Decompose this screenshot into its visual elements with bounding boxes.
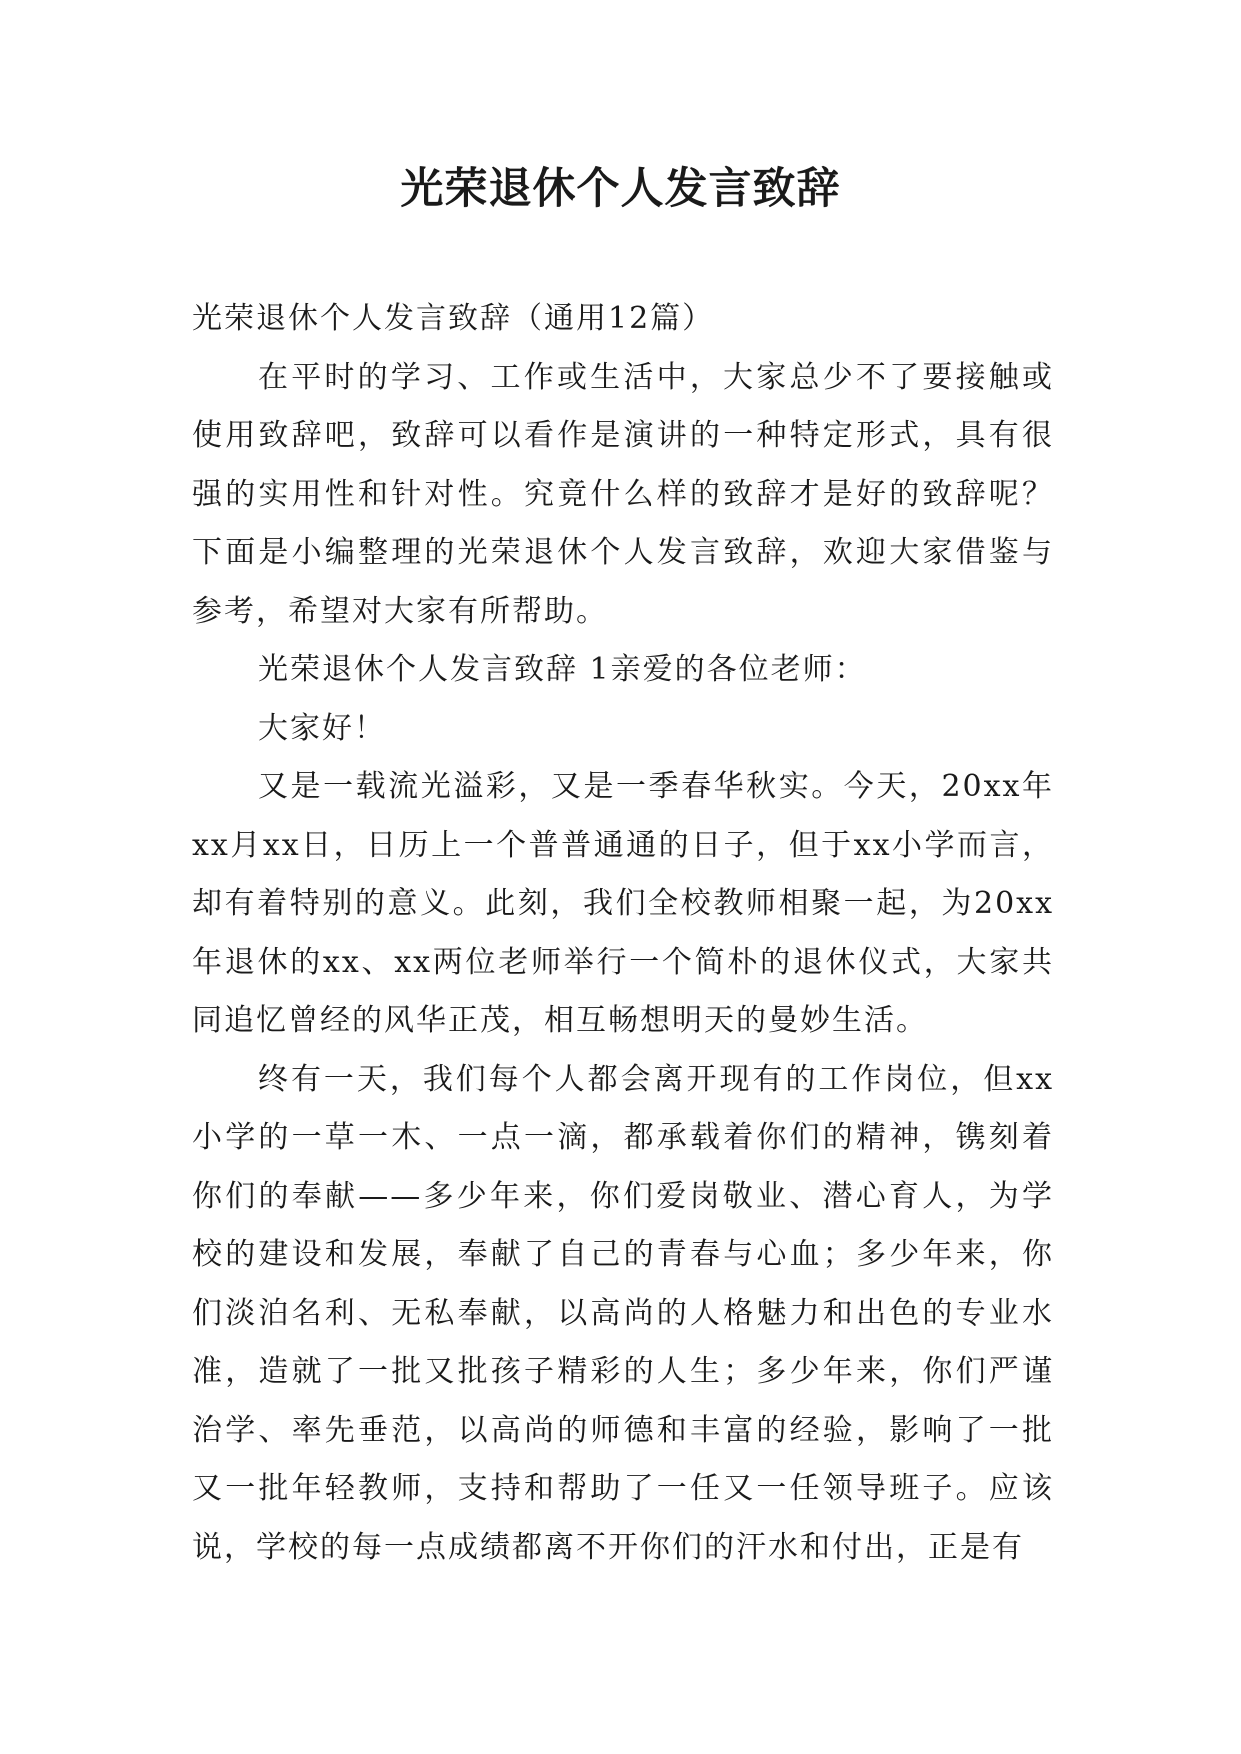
document-title: 光荣退休个人发言致辞 <box>400 164 841 214</box>
paragraph-greeting: 大家好！ <box>258 710 386 746</box>
paragraph-body-2: 终有一天，我们每个人都会离开现有的工作岗位，但xx小学的一草一木、一点一滴，都承载着你们的精神，镌刻着你们的奉献——多少年来，你们爱岗敬业、潜心育人，为学校的建设和发展，奉献了自己的青春与心血；多少年来，你们淡泊名利、无私奉献，以高尚的人格魅力和出色的专业水准，造就了一批又批孩子精彩的人生；多少年来，你们严谨治学、率先垂范，以高尚的师德和丰富的经验，影响了一批又一批年轻教师，支持和帮助了一任又一任领导班子。应该说，学校的每一点成绩都离不开你们的汗水和付出，正是有 <box>192 1061 1054 1565</box>
document-subtitle: 光荣退休个人发言致辞（通用12篇） <box>192 301 715 336</box>
document-body <box>192 290 1054 1577</box>
paragraph-intro: 在平时的学习、工作或生活中，大家总少不了要接触或使用致辞吧，致辞可以看作是演讲的一种特定形式，具有很强的实用性和针对性。究竟什么样的致辞才是好的致辞呢？下面是小编整理的光荣退休个人发言致辞，欢迎大家借鉴与参考，希望对大家有所帮助。 <box>192 359 1054 629</box>
paragraph-salutation: 光荣退休个人发言致辞 1亲爱的各位老师： <box>258 652 867 687</box>
paragraph-body-1: 又是一载流光溢彩，又是一季春华秋实。今天，20xx年xx月xx日，日历上一个普普通通的日子，但于xx小学而言，却有着特别的意义。此刻，我们全校教师相聚一起，为20xx年退休的xx、xx两位老师举行一个简朴的退休仪式，大家共同追忆曾经的风华正茂，相互畅想明天的曼妙生活。 <box>192 769 1054 1038</box>
